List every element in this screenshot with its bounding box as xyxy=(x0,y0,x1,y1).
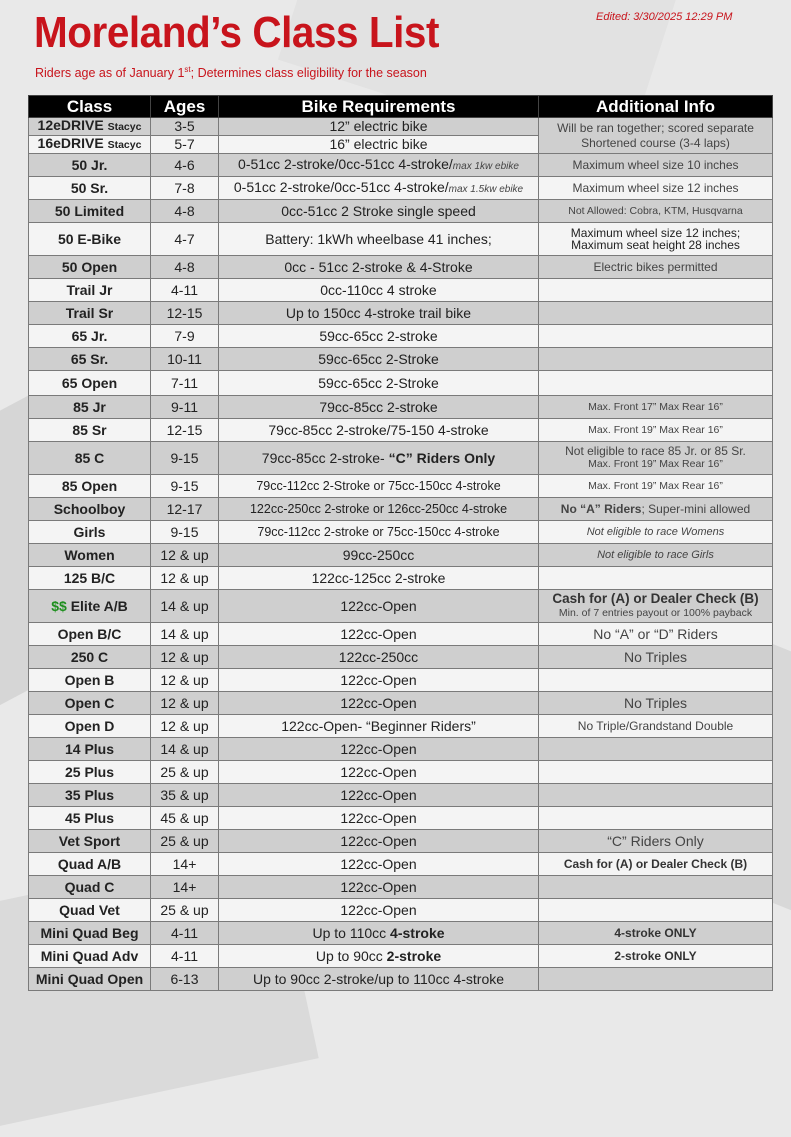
table-row xyxy=(29,177,773,200)
requirements-cell: 122cc-Open- “Beginner Riders” xyxy=(219,715,539,738)
info-cell xyxy=(539,348,773,371)
info-cell xyxy=(539,279,773,302)
table-row xyxy=(29,223,773,256)
class-cell: 45 Plus xyxy=(29,807,151,830)
table-row xyxy=(29,646,773,669)
class-cell: 65 Open xyxy=(29,371,151,396)
info-cell: Max. Front 17” Max Rear 16” xyxy=(539,396,773,419)
class-cell: Open C xyxy=(29,692,151,715)
table-row xyxy=(29,715,773,738)
info-cell xyxy=(539,302,773,325)
info-cell: Not eligible to race Girls xyxy=(539,544,773,567)
info-cell: Not Allowed: Cobra, KTM, Husqvarna xyxy=(539,200,773,223)
info-cell xyxy=(539,968,773,991)
table-row xyxy=(29,567,773,590)
ages-cell: 9-15 xyxy=(151,442,219,475)
edited-timestamp: Edited: 3/30/2025 12:29 PM xyxy=(596,11,733,23)
requirements-cell: 122cc-Open xyxy=(219,692,539,715)
ages-cell: 4-11 xyxy=(151,945,219,968)
class-cell: Mini Quad Adv xyxy=(29,945,151,968)
class-table xyxy=(28,95,773,991)
table-row xyxy=(29,302,773,325)
table-row xyxy=(29,325,773,348)
ages-cell: 12 & up xyxy=(151,567,219,590)
ages-cell: 4-11 xyxy=(151,922,219,945)
table-row xyxy=(29,348,773,371)
requirements-cell: 122cc-Open xyxy=(219,669,539,692)
class-cell: Open D xyxy=(29,715,151,738)
table-row xyxy=(29,830,773,853)
class-cell: Women xyxy=(29,544,151,567)
requirements-cell: 122cc-Open xyxy=(219,590,539,623)
table-row xyxy=(29,371,773,396)
class-cell: Open B/C xyxy=(29,623,151,646)
class-cell: 65 Sr. xyxy=(29,348,151,371)
class-cell: 125 B/C xyxy=(29,567,151,590)
class-cell: 16eDRIVE Stacyc xyxy=(29,136,151,154)
info-cell: 2-stroke ONLY xyxy=(539,945,773,968)
header-class: Class xyxy=(29,96,151,118)
requirements-cell: 79cc-85cc 2-stroke- “C” Riders Only xyxy=(219,442,539,475)
table-row xyxy=(29,118,773,136)
class-cell: 25 Plus xyxy=(29,761,151,784)
class-cell: 50 Open xyxy=(29,256,151,279)
table-row xyxy=(29,200,773,223)
class-cell: 65 Jr. xyxy=(29,325,151,348)
requirements-cell: 79cc-112cc 2-Stroke or 75cc-150cc 4-stroke xyxy=(219,475,539,498)
class-cell: $$ Elite A/B xyxy=(29,590,151,623)
requirements-cell: 0cc-110cc 4 stroke xyxy=(219,279,539,302)
subtitle: Riders age as of January 1st; Determines class eligibility for the season xyxy=(35,65,427,81)
ages-cell: 14+ xyxy=(151,876,219,899)
ages-cell: 4-11 xyxy=(151,279,219,302)
ages-cell: 9-11 xyxy=(151,396,219,419)
requirements-cell: 99cc-250cc xyxy=(219,544,539,567)
table-row xyxy=(29,922,773,945)
ages-cell: 12-15 xyxy=(151,302,219,325)
requirements-cell: Up to 90cc 2-stroke/up to 110cc 4-stroke xyxy=(219,968,539,991)
class-cell: Trail Jr xyxy=(29,279,151,302)
info-cell: No Triples xyxy=(539,646,773,669)
ages-cell: 10-11 xyxy=(151,348,219,371)
info-cell: Maximum wheel size 10 inches xyxy=(539,154,773,177)
table-row xyxy=(29,154,773,177)
ages-cell: 14 & up xyxy=(151,590,219,623)
ages-cell: 7-8 xyxy=(151,177,219,200)
requirements-cell: 0cc-51cc 2 Stroke single speed xyxy=(219,200,539,223)
requirements-cell: Up to 150cc 4-stroke trail bike xyxy=(219,302,539,325)
table-row xyxy=(29,968,773,991)
ages-cell: 14 & up xyxy=(151,623,219,646)
ages-cell: 25 & up xyxy=(151,830,219,853)
table-header-row xyxy=(29,96,773,118)
info-cell: Not eligible to race 85 Jr. or 85 Sr. Max. Front 19” Max Rear 16” xyxy=(539,442,773,475)
ages-cell: 9-15 xyxy=(151,521,219,544)
header-bike-requirements: Bike Requirements xyxy=(219,96,539,118)
info-cell: Cash for (A) or Dealer Check (B) Min. of 7 entries payout or 100% payback xyxy=(539,590,773,623)
ages-cell: 12-17 xyxy=(151,498,219,521)
requirements-cell: 79cc-112cc 2-stroke or 75cc-150cc 4-stroke xyxy=(219,521,539,544)
requirements-cell: Battery: 1kWh wheelbase 41 inches; xyxy=(219,223,539,256)
table-row xyxy=(29,521,773,544)
ages-cell: 4-7 xyxy=(151,223,219,256)
info-cell xyxy=(539,371,773,396)
info-cell xyxy=(539,784,773,807)
requirements-cell: 59cc-65cc 2-Stroke xyxy=(219,371,539,396)
ages-cell: 4-8 xyxy=(151,200,219,223)
ages-cell: 7-11 xyxy=(151,371,219,396)
class-cell: Schoolboy xyxy=(29,498,151,521)
class-cell: 50 Limited xyxy=(29,200,151,223)
table-row xyxy=(29,544,773,567)
table-row xyxy=(29,853,773,876)
class-cell: 85 Open xyxy=(29,475,151,498)
table-row xyxy=(29,475,773,498)
info-cell: 4-stroke ONLY xyxy=(539,922,773,945)
ages-cell: 4-6 xyxy=(151,154,219,177)
info-cell: Maximum wheel size 12 inches; Maximum seat height 28 inches xyxy=(539,223,773,256)
ages-cell: 7-9 xyxy=(151,325,219,348)
class-cell: Mini Quad Open xyxy=(29,968,151,991)
requirements-cell: 16” electric bike xyxy=(219,136,539,154)
class-cell: Girls xyxy=(29,521,151,544)
info-cell: No Triple/Grandstand Double xyxy=(539,715,773,738)
class-cell: Quad A/B xyxy=(29,853,151,876)
info-cell: Will be ran together; scored separate Shortened course (3-4 laps) xyxy=(539,118,773,154)
table-row xyxy=(29,279,773,302)
requirements-cell: 0cc - 51cc 2-stroke & 4-Stroke xyxy=(219,256,539,279)
class-cell: Quad C xyxy=(29,876,151,899)
ages-cell: 12 & up xyxy=(151,715,219,738)
ages-cell: 5-7 xyxy=(151,136,219,154)
table-row xyxy=(29,738,773,761)
info-cell: “C” Riders Only xyxy=(539,830,773,853)
info-cell xyxy=(539,876,773,899)
class-cell: Open B xyxy=(29,669,151,692)
requirements-cell: 122cc-Open xyxy=(219,830,539,853)
class-cell: Trail Sr xyxy=(29,302,151,325)
table-row xyxy=(29,899,773,922)
dollar-sign-icon: $$ xyxy=(51,597,67,614)
info-cell xyxy=(539,761,773,784)
requirements-cell: 122cc-Open xyxy=(219,807,539,830)
info-cell: No “A” or “D” Riders xyxy=(539,623,773,646)
class-cell: Vet Sport xyxy=(29,830,151,853)
table-row xyxy=(29,669,773,692)
ages-cell: 12 & up xyxy=(151,669,219,692)
class-cell: 50 E-Bike xyxy=(29,223,151,256)
table-row xyxy=(29,419,773,442)
info-cell xyxy=(539,899,773,922)
table-row xyxy=(29,945,773,968)
info-cell: Max. Front 19” Max Rear 16” xyxy=(539,419,773,442)
ages-cell: 4-8 xyxy=(151,256,219,279)
table-row xyxy=(29,498,773,521)
requirements-cell: 122cc-250cc 2-stroke or 126cc-250cc 4-stroke xyxy=(219,498,539,521)
requirements-cell: 122cc-250cc xyxy=(219,646,539,669)
info-cell xyxy=(539,325,773,348)
ages-cell: 45 & up xyxy=(151,807,219,830)
table-row xyxy=(29,623,773,646)
requirements-cell: 122cc-Open xyxy=(219,784,539,807)
info-cell xyxy=(539,738,773,761)
ages-cell: 9-15 xyxy=(151,475,219,498)
info-cell: No “A” Riders; Super-mini allowed xyxy=(539,498,773,521)
ages-cell: 14+ xyxy=(151,853,219,876)
ages-cell: 25 & up xyxy=(151,761,219,784)
ages-cell: 25 & up xyxy=(151,899,219,922)
requirements-cell: 122cc-Open xyxy=(219,738,539,761)
ages-cell: 6-13 xyxy=(151,968,219,991)
info-cell: Electric bikes permitted xyxy=(539,256,773,279)
table-row xyxy=(29,590,773,623)
page-title: Moreland’s Class List xyxy=(34,8,440,57)
ages-cell: 12 & up xyxy=(151,692,219,715)
requirements-cell: 122cc-125cc 2-stroke xyxy=(219,567,539,590)
class-cell: 85 C xyxy=(29,442,151,475)
info-cell xyxy=(539,807,773,830)
class-cell: Mini Quad Beg xyxy=(29,922,151,945)
ages-cell: 35 & up xyxy=(151,784,219,807)
ages-cell: 12 & up xyxy=(151,544,219,567)
requirements-cell: 122cc-Open xyxy=(219,853,539,876)
requirements-cell: 0-51cc 2-stroke/0cc-51cc 4-stroke/max 1.5kw ebike xyxy=(219,177,539,200)
requirements-cell: Up to 90cc 2-stroke xyxy=(219,945,539,968)
info-cell: Cash for (A) or Dealer Check (B) xyxy=(539,853,773,876)
class-cell: 85 Jr xyxy=(29,396,151,419)
requirements-cell: 12” electric bike xyxy=(219,118,539,136)
class-cell: Quad Vet xyxy=(29,899,151,922)
class-cell: 12eDRIVE Stacyc xyxy=(29,118,151,136)
class-cell: 85 Sr xyxy=(29,419,151,442)
table-row xyxy=(29,761,773,784)
table-row xyxy=(29,692,773,715)
table-row xyxy=(29,396,773,419)
requirements-cell: 122cc-Open xyxy=(219,876,539,899)
ages-cell: 3-5 xyxy=(151,118,219,136)
requirements-cell: 0-51cc 2-stroke/0cc-51cc 4-stroke/max 1kw ebike xyxy=(219,154,539,177)
ages-cell: 12 & up xyxy=(151,646,219,669)
table-row xyxy=(29,784,773,807)
requirements-cell: 122cc-Open xyxy=(219,761,539,784)
class-cell: 50 Jr. xyxy=(29,154,151,177)
requirements-cell: Up to 110cc 4-stroke xyxy=(219,922,539,945)
table-row xyxy=(29,442,773,475)
class-cell: 35 Plus xyxy=(29,784,151,807)
info-cell xyxy=(539,669,773,692)
info-cell: Max. Front 19” Max Rear 16” xyxy=(539,475,773,498)
table-row xyxy=(29,807,773,830)
info-cell xyxy=(539,567,773,590)
requirements-cell: 122cc-Open xyxy=(219,623,539,646)
requirements-cell: 59cc-65cc 2-stroke xyxy=(219,325,539,348)
requirements-cell: 79cc-85cc 2-stroke/75-150 4-stroke xyxy=(219,419,539,442)
class-cell: 14 Plus xyxy=(29,738,151,761)
ages-cell: 12-15 xyxy=(151,419,219,442)
info-cell: No Triples xyxy=(539,692,773,715)
requirements-cell: 59cc-65cc 2-Stroke xyxy=(219,348,539,371)
table-row xyxy=(29,256,773,279)
table-row xyxy=(29,876,773,899)
requirements-cell: 122cc-Open xyxy=(219,899,539,922)
class-cell: 250 C xyxy=(29,646,151,669)
class-cell: 50 Sr. xyxy=(29,177,151,200)
header-additional-info: Additional Info xyxy=(539,96,773,118)
ages-cell: 14 & up xyxy=(151,738,219,761)
info-cell: Not eligible to race Womens xyxy=(539,521,773,544)
info-cell: Maximum wheel size 12 inches xyxy=(539,177,773,200)
header-ages: Ages xyxy=(151,96,219,118)
requirements-cell: 79cc-85cc 2-stroke xyxy=(219,396,539,419)
